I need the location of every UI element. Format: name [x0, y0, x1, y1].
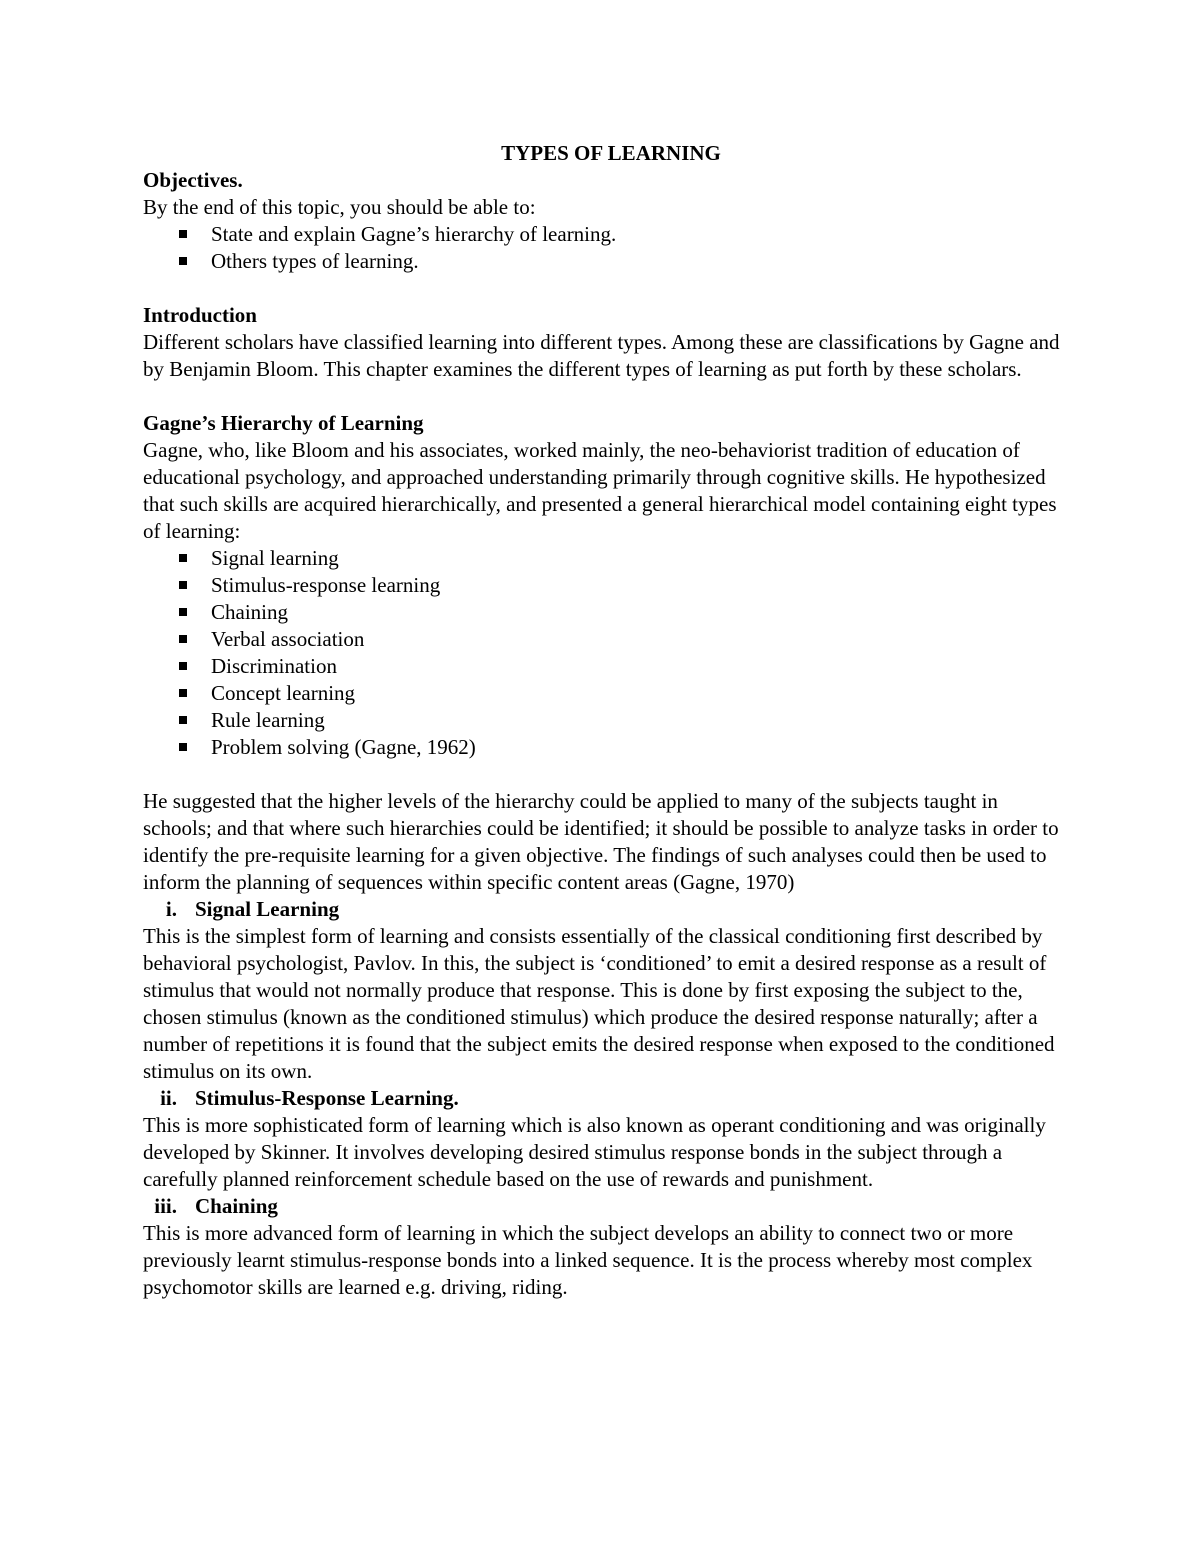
- document-title: TYPES OF LEARNING: [501, 141, 721, 165]
- square-bullet-icon: [179, 554, 187, 562]
- document-page: [143, 140, 1063, 1301]
- square-bullet-icon: [179, 581, 187, 589]
- section-title: Chaining: [195, 1194, 278, 1218]
- square-bullet-icon: [179, 257, 187, 265]
- objectives-intro: By the end of this topic, you should be able to:: [143, 195, 536, 219]
- list-item: Verbal association: [177, 626, 1063, 653]
- section-heading-chaining: [143, 1193, 1063, 1220]
- spacer: [143, 275, 1063, 302]
- section-text-chaining: This is more advanced form of learning in which the subject develops an ability to connect two or more previously learnt stimulus-response bonds into a linked sequence. It is the process whereby most complex psychomotor skills are learned e.g. driving, riding.: [143, 1221, 1033, 1299]
- section-text-signal-learning: This is the simplest form of learning and consists essentially of the classical conditioning first described by behavioral psychologist, Pavlov. In this, the subject is ‘conditioned’ to emit a desired response as a result of stimulus that would not normally produce that response. This is done by first exposing the subject to the, chosen stimulus (known as the conditioned stimulus) which produce the desired response naturally; after a number of repetitions it is found that the subject emits the desired response when exposed to the conditioned stimulus on its own.: [143, 924, 1055, 1083]
- square-bullet-icon: [179, 743, 187, 751]
- spacer: [143, 761, 1063, 788]
- section-title: Signal Learning: [195, 897, 340, 921]
- square-bullet-icon: [179, 608, 187, 616]
- gagne-heading: Gagne’s Hierarchy of Learning: [143, 411, 424, 435]
- list-item: Stimulus-response learning: [177, 572, 1063, 599]
- square-bullet-icon: [179, 716, 187, 724]
- square-bullet-icon: [179, 662, 187, 670]
- section-heading-signal-learning: [143, 896, 1063, 923]
- objectives-heading: Objectives.: [143, 168, 243, 192]
- list-item: Rule learning: [177, 707, 1063, 734]
- square-bullet-icon: [179, 689, 187, 697]
- section-text-stimulus-response: This is more sophisticated form of learning which is also known as operant conditioning and was originally developed by Skinner. It involves developing desired stimulus response bonds in the subject through a carefully planned reinforcement schedule based on the use of rewards and punishment.: [143, 1113, 1046, 1191]
- gagne-followup-text: He suggested that the higher levels of the hierarchy could be applied to many of the subjects taught in schools; and that where such hierarchies could be identified; it should be possible to analyze tasks in order to identify the pre-requisite learning for a given objective. The findings of such analyses could then be used to inform the planning of sequences within specific content areas (Gagne, 1970): [143, 789, 1059, 894]
- gagne-text: Gagne, who, like Bloom and his associates, worked mainly, the neo-behaviorist tradition of education of educational psychology, and approached understanding primarily through cognitive skills. He hypothesized that such skills are acquired hierarchically, and presented a general hierarchical model containing eight types of learning:: [143, 438, 1057, 543]
- list-item: Others types of learning.: [177, 248, 1063, 275]
- section-numeral: ii.: [160, 1086, 177, 1110]
- list-item: Discrimination: [177, 653, 1063, 680]
- list-item: Chaining: [177, 599, 1063, 626]
- square-bullet-icon: [179, 635, 187, 643]
- square-bullet-icon: [179, 230, 187, 238]
- section-title: Stimulus-Response Learning.: [195, 1086, 459, 1110]
- list-item: Concept learning: [177, 680, 1063, 707]
- introduction-heading: Introduction: [143, 303, 257, 327]
- list-item: Problem solving (Gagne, 1962): [177, 734, 1063, 761]
- section-numeral: i.: [165, 897, 177, 921]
- objectives-list: [143, 221, 1063, 275]
- list-item: Signal learning: [177, 545, 1063, 572]
- list-item: State and explain Gagne’s hierarchy of learning.: [177, 221, 1063, 248]
- learning-types-list: [143, 545, 1063, 761]
- section-numeral: iii.: [154, 1194, 177, 1218]
- spacer: [143, 383, 1063, 410]
- section-heading-stimulus-response: [143, 1085, 1063, 1112]
- introduction-text: Different scholars have classified learning into different types. Among these are classifications by Gagne and by Benjamin Bloom. This chapter examines the different types of learning as put forth by these scholars.: [143, 330, 1060, 381]
